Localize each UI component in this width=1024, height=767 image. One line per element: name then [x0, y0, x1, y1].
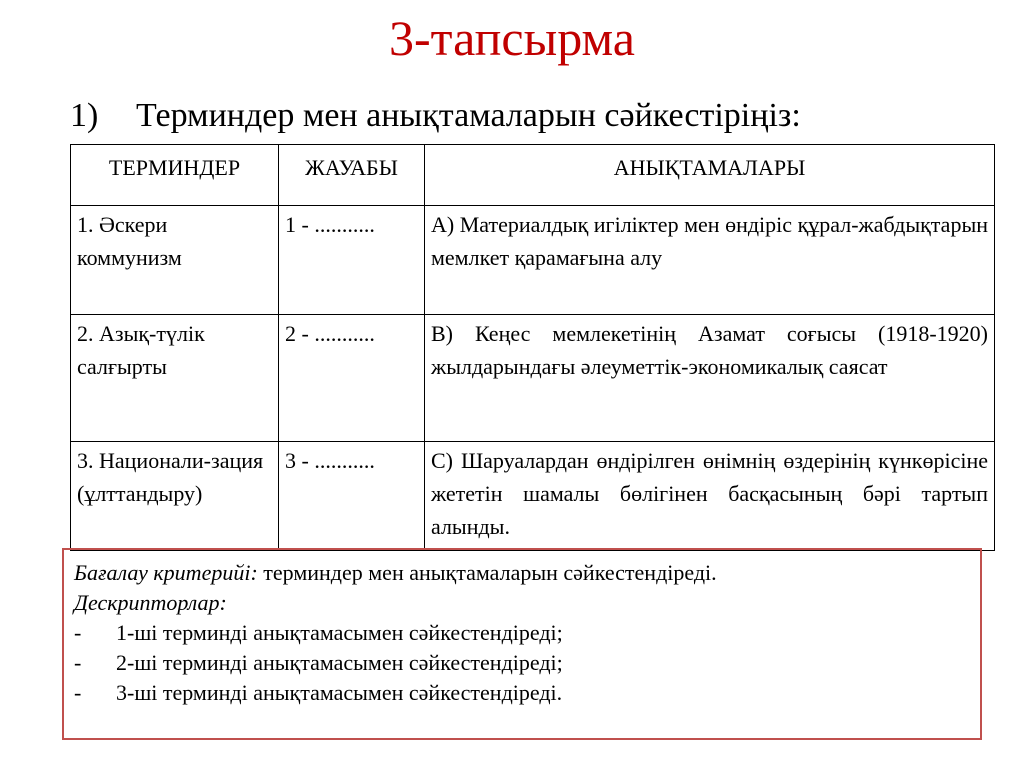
term-cell: 1. Әскери коммунизм [71, 206, 279, 315]
descriptors-label: Дескрипторлар: [74, 590, 227, 615]
criteria-box [62, 548, 982, 740]
term-cell: 2. Азық-түлік салғырты [71, 315, 279, 442]
instruction [70, 96, 801, 136]
criteria-line [74, 558, 970, 588]
descriptor-text: 2-ші терминді анықтамасымен сәйкестендіреді; [116, 650, 563, 675]
answer-cell[interactable]: 2 - ........... [279, 315, 425, 442]
table-row [71, 206, 995, 315]
term-cell: 3. Национали-зация (ұлттандыру) [71, 442, 279, 551]
answer-cell[interactable]: 1 - ........... [279, 206, 425, 315]
descriptor-item [74, 648, 970, 678]
descriptor-bullet: - [74, 620, 82, 645]
definition-cell: А) Материалдық игіліктер мен өндіріс құрал-жабдықтарын мемлкет қарамағына алу [425, 206, 995, 315]
header-terms: ТЕРМИНДЕР [71, 145, 279, 206]
definition-cell: В) Кеңес мемлекетінің Азамат соғысы (1918-1920) жылдарындағы әлеуметтік-экономикалық саясат [425, 315, 995, 442]
table-row [71, 442, 995, 551]
table-header-row [71, 145, 995, 206]
criteria-label: Бағалау критерийі: [74, 560, 258, 585]
descriptor-item [74, 618, 970, 648]
descriptor-bullet: - [74, 680, 82, 705]
instruction-text: Терминдер мен анықтамаларын сәйкестіріңіз: [136, 97, 801, 134]
matching-table [70, 144, 995, 551]
descriptor-bullet: - [74, 650, 82, 675]
descriptor-item [74, 678, 970, 708]
descriptor-text: 3-ші терминді анықтамасымен сәйкестендіреді. [116, 680, 563, 705]
slide-title: 3-тапсырма [389, 10, 635, 66]
table-row [71, 315, 995, 442]
instruction-number: 1) [70, 97, 99, 134]
answer-cell[interactable]: 3 - ........... [279, 442, 425, 551]
header-answer: ЖАУАБЫ [279, 145, 425, 206]
criteria-text: терминдер мен анықтамаларын сәйкестендіреді. [257, 560, 717, 585]
header-definitions: АНЫҚТАМАЛАРЫ [425, 145, 995, 206]
definition-cell: С) Шаруалардан өндірілген өнімнің өздерінің күнкөрісіне жететін шамалы бөлігінен басқасының бәрі тартып алынды. [425, 442, 995, 551]
descriptor-text: 1-ші терминді анықтамасымен сәйкестендіреді; [116, 620, 563, 645]
